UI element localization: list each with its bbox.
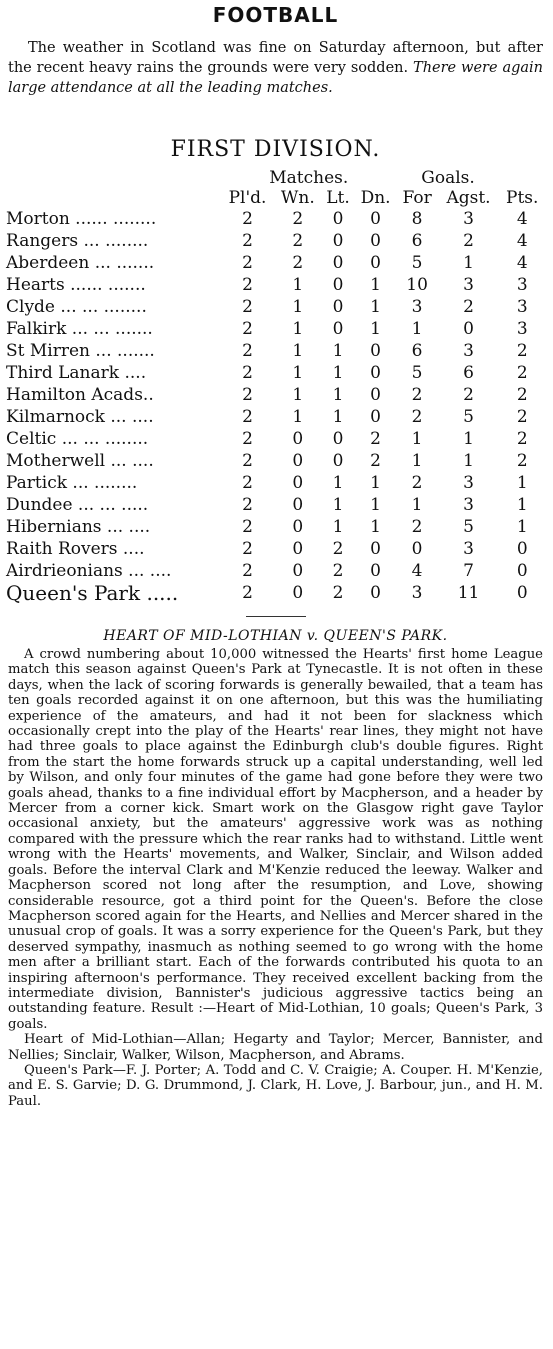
cell-pts: 0: [516, 539, 528, 559]
cell-pts: 3: [516, 319, 528, 339]
cell-wn: 1: [292, 363, 304, 383]
cell-pld: 2: [242, 473, 253, 493]
cell-lt: 0: [332, 209, 344, 229]
cell-wn: 0: [292, 561, 304, 581]
cell-dn: 2: [370, 451, 381, 471]
goals-group-header: Goals.: [421, 168, 475, 188]
cell-pts: 4: [516, 253, 528, 273]
match-report-body: [6, 647, 545, 1109]
cell-dn: 2: [370, 429, 381, 449]
cell-pld: 2: [242, 253, 253, 273]
cell-pts: 1: [516, 495, 528, 515]
cell-agst: 1: [463, 253, 474, 273]
cell-pld: 2: [242, 517, 253, 537]
team-name: Third Lanark ....: [6, 363, 147, 383]
cell-lt: 0: [332, 275, 344, 295]
cell-dn: 1: [370, 473, 381, 493]
team-name: Airdrieonians ... ....: [6, 561, 172, 581]
league-table: [6, 168, 545, 604]
cell-lt: 0: [332, 429, 344, 449]
cell-lt: 0: [332, 231, 344, 251]
column-header-agst: Agst.: [446, 188, 491, 208]
cell-dn: 0: [370, 253, 381, 273]
cell-wn: 1: [292, 407, 304, 427]
cell-lt: 1: [332, 341, 344, 361]
cell-for: 2: [411, 517, 423, 537]
cell-pld: 2: [242, 539, 253, 559]
cell-lt: 2: [332, 583, 344, 603]
section-divider: [246, 616, 306, 617]
cell-for: 3: [411, 583, 423, 603]
cell-lt: 1: [332, 385, 344, 405]
cell-pld: 2: [242, 451, 253, 471]
table-row: [6, 274, 545, 296]
table-row: [6, 428, 545, 450]
cell-wn: 0: [292, 451, 304, 471]
cell-lt: 0: [332, 451, 344, 471]
match-report-title: HEART OF MID-LOTHIAN v. QUEEN'S PARK.: [103, 628, 448, 644]
cell-pts: 2: [516, 429, 528, 449]
table-row: [6, 208, 545, 230]
cell-dn: 0: [370, 231, 381, 251]
cell-lt: 0: [332, 253, 344, 273]
team-name: Partick ... ........: [6, 473, 138, 493]
cell-dn: 1: [370, 495, 381, 515]
table-row: [6, 296, 545, 318]
lineup-qp-players: —F. J. Porter; A. Todd and C. V. Craigie; A. Couper. H. M'Kenzie, and E. S. Garvie; D. G. Drummond, J. Clark, H. Love, J. Barbour, jun., and H. M. Paul.: [8, 1062, 543, 1109]
cell-pts: 3: [516, 275, 528, 295]
team-name: Hearts ...... .......: [6, 275, 146, 295]
table-row: [6, 494, 545, 516]
cell-lt: 1: [332, 495, 344, 515]
team-name: St Mirren ... .......: [6, 341, 155, 361]
cell-pts: 1: [516, 473, 528, 493]
lineup-hearts-label: Heart of Mid-Lothian: [24, 1032, 174, 1048]
table-row: [6, 516, 545, 538]
cell-pld: 2: [242, 319, 253, 339]
cell-pts: 4: [516, 209, 528, 229]
cell-agst: 2: [463, 231, 474, 251]
team-name: Morton ...... ........: [6, 209, 157, 229]
cell-pts: 2: [516, 363, 528, 383]
cell-lt: 2: [332, 539, 344, 559]
cell-for: 6: [411, 341, 423, 361]
table-column-header-row: [6, 188, 545, 208]
team-name: Falkirk ... ... .......: [6, 319, 153, 339]
cell-lt: 1: [332, 363, 344, 383]
team-name: Celtic ... ... ........: [6, 429, 149, 449]
column-header-pts: Pts.: [506, 188, 539, 208]
cell-for: 10: [406, 275, 428, 295]
table-row: [6, 582, 545, 604]
cell-dn: 1: [370, 319, 381, 339]
cell-wn: 0: [292, 583, 304, 603]
cell-wn: 1: [292, 275, 304, 295]
cell-dn: 0: [370, 385, 381, 405]
cell-dn: 0: [370, 363, 381, 383]
lineup-hearts-players: —Allan; Hegarty and Taylor; Mercer, Bannister, and Nellies; Sinclair, Walker, Wilson, Macpherson, and Abrams.: [8, 1032, 543, 1063]
cell-wn: 2: [292, 253, 304, 273]
intro-text-italic: There were again large attendance at all the leading matches.: [8, 60, 544, 96]
column-header-dn: Dn.: [360, 188, 391, 208]
section-headline: FOOTBALL: [212, 3, 339, 27]
cell-wn: 0: [292, 473, 304, 493]
cell-agst: 2: [463, 297, 474, 317]
cell-agst: 0: [463, 319, 474, 339]
table-row: [6, 230, 545, 252]
table-row: [6, 450, 545, 472]
team-name: Raith Rovers ....: [6, 539, 145, 559]
team-name: Dundee ... ... .....: [6, 495, 149, 515]
cell-wn: 1: [292, 341, 304, 361]
cell-dn: 0: [370, 407, 381, 427]
team-name: Motherwell ... ....: [6, 451, 154, 471]
cell-agst: 5: [463, 517, 474, 537]
cell-for: 0: [411, 539, 423, 559]
cell-wn: 0: [292, 517, 304, 537]
cell-agst: 7: [463, 561, 474, 581]
cell-lt: 1: [332, 407, 344, 427]
cell-dn: 1: [370, 275, 381, 295]
cell-for: 1: [411, 495, 423, 515]
match-report-paragraph: A crowd numbering about 10,000 witnessed the Hearts' first home League match this season against Queen's Park at Tynecastle. It is not often in these days, when the lack of scoring forwards is generally bewailed, that a team has ten goals recorded against it on one afternoon, but this was the humiliating experience of the amateurs, and had it not been for slackness which occasionally crept into the play of the Hearts' rear lines, they might not have had three goals to place against the Edinburgh club's double figures. Right from the start the home forwards struck up a capital understanding, well led by Wilson, and only four minutes of the game had gone before they were two goals ahead, thanks to a fine individual effort by Macpherson, and a header by Mercer from a corner kick. Smart work on the Glasgow right gave Taylor occasional anxiety, but the amateurs' aggressive work was as nothing compared with the pressure which the rear ranks had to withstand. Little went wrong with the Hearts' movements, and Walker, Sinclair, and Wilson added goals. Before the interval Clark and M'Kenzie reduced the leeway. Walker and Macpherson scored not long after the resumption, and Love, showing considerable resource, got a third point for the Queen's. Before the close Macpherson scored again for the Hearts, and Nellies and Mercer shared in the unusual crop of goals. It was a sorry experience for the Queen's Park, but they deserved sympathy, inasmuch as nothing seemed to go wrong with the home men after a brilliant start. Each of the forwards contributed his quota to an inspiring afternoon's performance. They received excellent backing from the intermediate division, Bannister's judicious aggressive tactics being an outstanding feature. Result :—Heart of Mid-Lothian, 10 goals; Queen's Park, 3 goals.: [8, 647, 543, 1032]
cell-pts: 2: [516, 341, 528, 361]
cell-for: 5: [411, 253, 423, 273]
cell-pts: 3: [516, 297, 528, 317]
cell-for: 4: [411, 561, 423, 581]
league-table-body: [6, 168, 545, 604]
cell-pld: 2: [242, 297, 253, 317]
table-row: [6, 362, 545, 384]
cell-wn: 1: [292, 319, 304, 339]
cell-for: 8: [411, 209, 423, 229]
cell-dn: 1: [370, 517, 381, 537]
cell-agst: 6: [463, 363, 474, 383]
team-name: Rangers ... ........: [6, 231, 149, 251]
cell-wn: 2: [292, 209, 304, 229]
cell-pld: 2: [242, 561, 253, 581]
cell-pts: 1: [516, 517, 528, 537]
cell-agst: 3: [463, 495, 474, 515]
cell-agst: 3: [463, 473, 474, 493]
cell-wn: 1: [292, 385, 304, 405]
table-group-header-row: [6, 168, 545, 188]
team-name: Hibernians ... ....: [6, 517, 151, 537]
cell-for: 2: [411, 473, 423, 493]
cell-for: 2: [411, 385, 423, 405]
team-name: Clyde ... ... ........: [6, 297, 147, 317]
cell-for: 6: [411, 231, 423, 251]
cell-wn: 0: [292, 495, 304, 515]
cell-pld: 2: [242, 385, 253, 405]
cell-for: 3: [411, 297, 423, 317]
table-row: [6, 472, 545, 494]
cell-for: 1: [411, 319, 423, 339]
cell-pts: 0: [516, 561, 528, 581]
table-row: [6, 252, 545, 274]
table-row: [6, 340, 545, 362]
column-header-for: For: [402, 188, 432, 208]
lineup-queens-park: [8, 1063, 543, 1109]
intro-text: The weather in Scotland was fine on Saturday afternoon, but after the recent heavy rains the grounds were very sodden.: [8, 40, 543, 76]
cell-agst: 3: [463, 209, 474, 229]
lineup-hearts: [8, 1032, 543, 1063]
cell-pld: 2: [242, 583, 253, 603]
cell-pld: 2: [242, 495, 253, 515]
cell-agst: 3: [463, 341, 474, 361]
cell-pts: 0: [516, 583, 528, 603]
cell-for: 5: [411, 363, 423, 383]
cell-pld: 2: [242, 341, 253, 361]
cell-for: 1: [411, 451, 423, 471]
team-name: Aberdeen ... .......: [6, 253, 155, 273]
cell-agst: 2: [463, 385, 474, 405]
column-header-pld: Pl'd.: [228, 188, 267, 208]
cell-pld: 2: [242, 209, 253, 229]
team-name: Hamilton Acads..: [6, 385, 154, 405]
cell-agst: 3: [463, 539, 474, 559]
cell-pld: 2: [242, 407, 253, 427]
intro-paragraph: [6, 38, 545, 132]
cell-wn: 0: [292, 539, 304, 559]
table-row: [6, 560, 545, 582]
cell-dn: 0: [370, 561, 381, 581]
table-row: [6, 406, 545, 428]
cell-agst: 1: [463, 451, 474, 471]
cell-wn: 0: [292, 429, 304, 449]
cell-pld: 2: [242, 363, 253, 383]
column-header-lt: Lt.: [326, 188, 350, 208]
cell-dn: 0: [370, 583, 381, 603]
cell-lt: 0: [332, 297, 344, 317]
cell-wn: 2: [292, 231, 304, 251]
cell-pld: 2: [242, 275, 253, 295]
cell-agst: 1: [463, 429, 474, 449]
cell-dn: 0: [370, 341, 381, 361]
team-name: Kilmarnock ... ....: [6, 407, 154, 427]
cell-agst: 3: [463, 275, 474, 295]
lineup-qp-label: Queen's Park: [24, 1062, 113, 1078]
cell-lt: 2: [332, 561, 344, 581]
cell-pts: 4: [516, 231, 528, 251]
table-row: [6, 318, 545, 340]
cell-pld: 2: [242, 429, 253, 449]
cell-pts: 2: [516, 407, 528, 427]
cell-pts: 2: [516, 451, 528, 471]
team-name: Queen's Park .....: [6, 581, 179, 605]
cell-lt: 1: [332, 517, 344, 537]
cell-dn: 0: [370, 539, 381, 559]
cell-lt: 1: [332, 473, 344, 493]
cell-agst: 11: [457, 583, 480, 603]
column-header-wn: Wn.: [280, 188, 315, 208]
cell-pld: 2: [242, 231, 253, 251]
cell-pts: 2: [516, 385, 528, 405]
cell-dn: 1: [370, 297, 381, 317]
matches-group-header: Matches.: [269, 168, 349, 188]
cell-lt: 0: [332, 319, 344, 339]
division-title: FIRST DIVISION.: [170, 137, 381, 162]
cell-for: 1: [411, 429, 423, 449]
cell-wn: 1: [292, 297, 304, 317]
cell-agst: 5: [463, 407, 474, 427]
cell-for: 2: [411, 407, 423, 427]
table-row: [6, 538, 545, 560]
table-row: [6, 384, 545, 406]
cell-dn: 0: [370, 209, 381, 229]
